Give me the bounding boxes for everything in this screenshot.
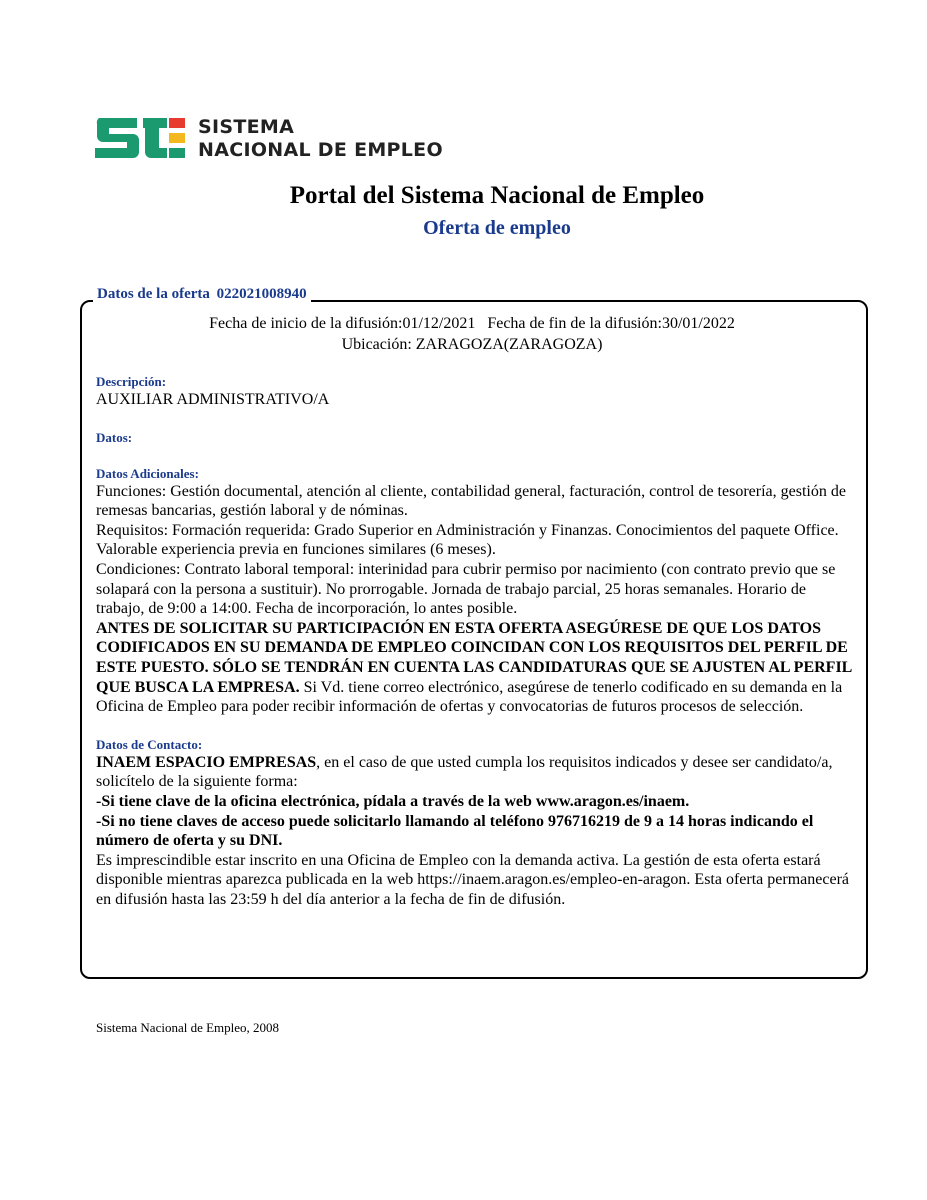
contact-label: Datos de Contacto: <box>96 736 203 752</box>
logo-s-shape <box>95 118 139 158</box>
contact-org: INAEM ESPACIO EMPRESAS <box>96 753 317 771</box>
logo-line-1: SISTEMA <box>198 116 295 138</box>
contact-web-text: -Si tiene clave de la oficina electrónica, pídala a través de la web www.aragon.es/inaem. <box>96 792 690 810</box>
logo-e-bar-top <box>169 118 185 128</box>
offer-content <box>96 374 858 909</box>
requisitos-text: Requisitos: Formación requerida: Grado Superior en Administración y Finanzas. Conocimientos del paquete Office. Valorable experiencia previa en funciones similares (6 meses). <box>96 521 839 559</box>
offer-legend-label: Datos de la oferta <box>97 286 210 302</box>
offer-legend <box>93 286 311 303</box>
contact-web <box>96 792 858 812</box>
description-value: AUXILIAR ADMINISTRATIVO/A <box>96 391 330 408</box>
offer-location: Ubicación: ZARAGOZA(ZARAGOZA) <box>341 336 603 353</box>
additional-label: Datos Adicionales: <box>96 465 199 481</box>
logo-e-bar-mid <box>169 133 185 143</box>
offer-dates: Fecha de inicio de la difusión:01/12/2021 Fecha de fin de la difusión:30/01/2022 <box>209 315 735 332</box>
funciones-text: Funciones: Gestión documental, atención al cliente, contabilidad general, facturación, control de tesorería, gestión de remesas bancarias, gestión laboral y de nóminas. <box>96 482 846 520</box>
warning-paragraph <box>96 619 858 717</box>
page-title: Portal del Sistema Nacional de Empleo <box>289 182 705 209</box>
contact-phone <box>96 812 858 851</box>
logo-t-shape <box>143 118 167 158</box>
logo-line-2: NACIONAL DE EMPLEO <box>198 139 443 161</box>
datos-label: Datos: <box>96 429 133 445</box>
warning-bold: ANTES DE SOLICITAR SU PARTICIPACIÓN EN ESTA OFERTA ASEGÚRESE DE QUE LOS DATOS CODIFICADOS EN SU DEMANDA DE EMPLEO COINCIDAN CON LOS REQUISITOS DEL PERFIL DE ESTE PUESTO. SÓLO SE TENDRÁN EN CUENTA LAS CANDIDATURAS QUE SE AJUSTEN AL PERFIL QUE BUSCA LA EMPRESA. <box>96 619 852 696</box>
contact-intro: , en el caso de que usted cumpla los requisitos indicados y desee ser candidato/a, solicítelo de la siguiente forma: <box>96 753 833 791</box>
contact-phone-text: -Si no tiene claves de acceso puede solicitarlo llamando al teléfono 976716219 de 9 a 14 horas indicando el número de oferta y su DNI. <box>96 812 814 850</box>
logo-e-bar-bottom <box>169 148 185 158</box>
condiciones-text: Condiciones: Contrato laboral temporal: interinidad para cubrir permiso por nacimiento (con contrato previo que se solapará con la persona a sustituir). No prorrogable. Jornada de trabajo parcial, 25 horas semanales. Horario de trabajo, de 9:00 a 14:00. Fecha de incorporación, lo antes posible. <box>96 560 836 618</box>
page-footer: Sistema Nacional de Empleo, 2008 <box>96 1020 280 1035</box>
contact-intro-paragraph <box>96 753 858 792</box>
warning-rest: Si Vd. tiene correo electrónico, asegúrese de tenerlo codificado en su demanda en la Oficina de Empleo para poder recibir información de ofertas y convocatorias de futuros procesos de selección. <box>96 678 843 716</box>
contact-footer: Es imprescindible estar inscrito en una Oficina de Empleo con la demanda activa. La gestión de esta oferta estará disponible mientras aparezca publicada en la web https://inaem.aragon.es/empleo-en-aragon. Esta oferta permanecerá en difusión hasta las 23:59 h del día anterior a la fecha de fin de difusión. <box>96 851 849 908</box>
page-subtitle: Oferta de empleo <box>423 217 571 239</box>
logo-text <box>198 116 443 162</box>
description-label: Descripción: <box>96 374 167 389</box>
offer-number: 022021008940 <box>216 286 307 302</box>
